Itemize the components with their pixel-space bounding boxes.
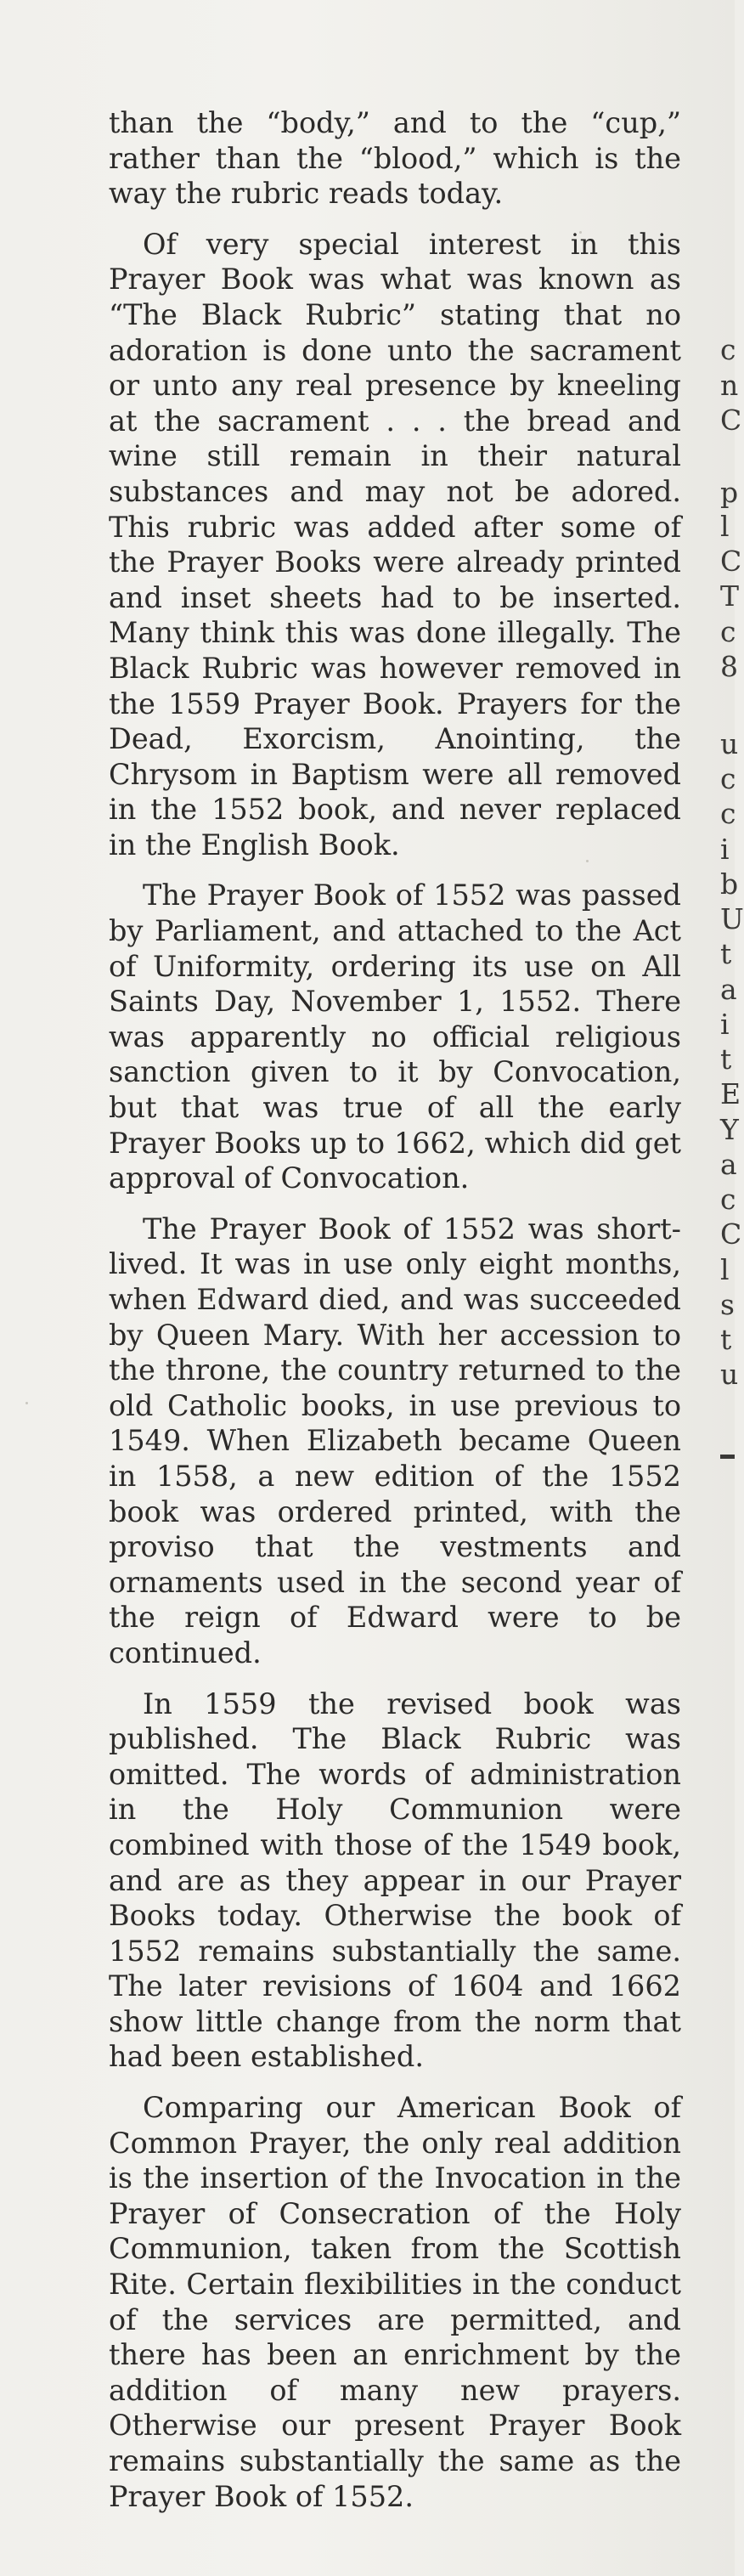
edge-letter: t [720,1042,732,1076]
edge-letter: p [720,476,739,509]
edge-letter: t [720,1323,732,1356]
edge-letter: n [720,369,739,402]
edge-letter: l [720,1253,730,1286]
paper-speck [25,1402,28,1404]
edge-letter: s [720,1288,735,1321]
paragraph-2: Of very special interest in this Prayer Book was what was known as “The Black Rubric” stating that no adoration is done unto the sacrament or unto any real presence by kneeling at the sacrament . . . the bread and wine still remain in their natural substances and may not be adored. This rubric was added after some of the Prayer Books were already printed and inset sheets had to be inserted. Many think this was done illegally. The Black Rubric was however removed in the 1559 Prayer Book. Prayers for the Dead, Exorcism, Anointing, the Chrysom in Baptism were all removed in the 1552 book, and never replaced in the English Book. [109,227,681,861]
paragraph-1: than the “body,” and to the “cup,” rather than the “blood,” which is the way the rubric reads today. [109,106,681,211]
edge-letter: c [720,333,736,366]
edge-letter: E [720,1077,741,1110]
edge-letter: c [720,797,736,830]
edge-letter: u [720,1358,739,1391]
edge-letter: U [720,902,744,935]
edge-letter: a [720,973,737,1006]
edge-letter: i [720,1008,730,1041]
paragraph-3: The Prayer Book of 1552 was passed by Parliament, and attached to the Act of Uniformity, ordering its use on All Saints Day, November 1, 1552. There was apparently no official religious sanction given to it by Convocation, but that was true of all the early Prayer Books up to 1662, which did get approval of Convocation. [109,878,681,1195]
paragraph-5: In 1559 the revised book was published. The Black Rubric was omitted. The words of administration in the Holy Communion were combined with those of the 1549 book, and are as they appear in our Prayer Books today. Otherwise the book of 1552 remains substantially the same. The later revisions of 1604 and 1662 show little change from the norm that had been established. [109,1686,681,2074]
edge-letter: t [720,937,732,970]
edge-letter: 8 [720,650,738,683]
edge-letter: u [720,727,739,760]
paragraph-6: Comparing our American Book of Common Prayer, the only real addition is the insertion of the Invocation in the Prayer of Consecration of the Holy Communion, taken from the Scottish Rite. Certain flexibilities in the conduct of the services are permitted, and there has been an enrichment by the addition of many new prayers. Otherwise our present Prayer Book remains substantially the same as the Prayer Book of 1552. [109,2091,681,2513]
edge-letter: c [720,1183,736,1216]
edge-letter: b [720,867,739,901]
adjacent-page-edge [720,0,744,2576]
edge-letter: c [720,615,736,648]
edge-letter: C [720,404,742,437]
edge-letter: C [720,1217,742,1251]
edge-letter: a [720,1148,737,1181]
edge-letter: l [720,510,730,543]
edge-letter: T [720,579,740,613]
edge-letter: Y [720,1113,739,1146]
article-column [109,105,681,2529]
edge-letter: C [720,545,742,578]
paragraph-4: The Prayer Book of 1552 was short-lived. It was in use only eight months, when Edward died, and was succeeded by Queen Mary. With her accession to the throne, the country returned to the old Catholic books, in use previous to 1549. When Elizabeth became Queen in 1558, a new edition of the 1552 book was ordered printed, with the proviso that the vestments and ornaments used in the second year of the reign of Edward were to be continued. [109,1212,681,1669]
edge-letter: i [720,833,730,866]
edge-letter: c [720,762,736,795]
edge-rule [720,1455,735,1459]
